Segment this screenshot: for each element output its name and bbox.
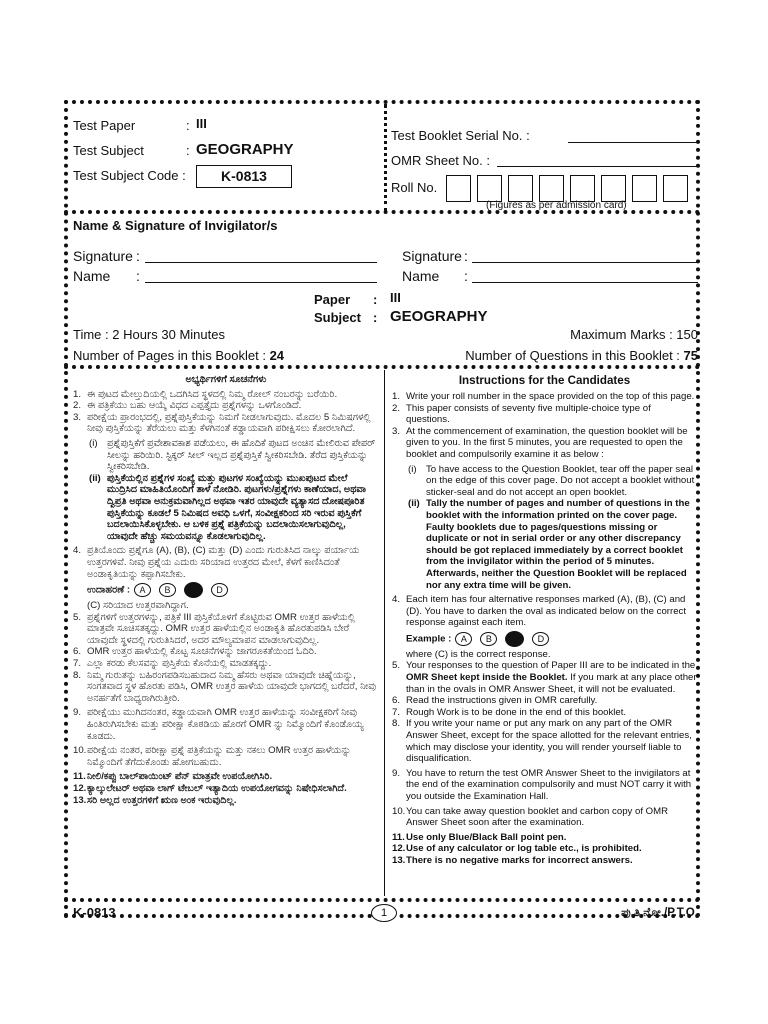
item-number: (ii) [408, 498, 420, 510]
instructions-column-divider [384, 370, 385, 896]
item-number: 1. [392, 391, 401, 402]
kannada-instruction-item [73, 658, 379, 670]
item-text: OMR ಉತ್ತರ ಹಾಳೆಯಲ್ಲಿ ಕೊಟ್ಟ ಸೂಚನೆಗಳನ್ನು ಜಾಗರೂಕತೆಯಿಂದ ಓದಿರಿ. [87, 646, 317, 658]
item-text: If you write your name or put any mark on any part of the OMR Answer Sheet, except for the space allotted for the relevant entries, which may disclose your identity, you will render yourself liable to disqualification. [406, 718, 692, 765]
answer-oval [184, 582, 203, 598]
kannada-instruction-item [73, 670, 379, 705]
subject-label: Subject [314, 310, 361, 325]
test-subject-value: GEOGRAPHY [196, 141, 294, 158]
kannada-instruction-item [73, 600, 379, 612]
item-text: ಪ್ರಶ್ನೆಗಳಿಗೆ ಉತ್ತರಗಳನ್ನು, ಪತ್ರಿಕೆ III ಪುಸ್ತಿಕೆಯೊಳಗೆ ಕೊಟ್ಟಿರುವ OMR ಉತ್ತರ ಹಾಳೆಯಲ್ಲಿ ಮಾತ್ರವೇ ಸೂಚಿಸತಕ್ಕದ್ದು. OMR ಉತ್ತರ ಹಾಳೆಯಲ್ಲಿನ ಅಂಡಾಕೃತಿ ಹೊರತುಪಡಿಸಿ ಬೇರೆ ಯಾವುದೇ ಸ್ಥಳದಲ್ಲಿ ಗುರುತಿಸಿದರೆ, ಅದರ ಮೌಲ್ಯಮಾಪನ ಮಾಡಲಾಗುವುದಿಲ್ಲ. [87, 611, 355, 646]
kannada-instruction-item [73, 771, 379, 783]
subject-code-box: K-0813 [196, 165, 292, 188]
item-number: 7. [392, 706, 401, 718]
item-number: 6. [73, 646, 82, 658]
item-text: ನೀಲಿ/ಕಪ್ಪು ಬಾಲ್‌ಪಾಯಿಂಟ್ ಪೆನ್ ಮಾತ್ರವೇ ಉಪಯೋಗಿಸಿರಿ. [87, 771, 273, 783]
roll-no-cell[interactable] [477, 175, 502, 202]
paper-value: III [390, 290, 401, 305]
answer-oval: D [532, 632, 549, 646]
roll-no-cell[interactable] [601, 175, 626, 202]
kannada-instruction-item [73, 646, 379, 658]
omr-sheet-line [497, 166, 698, 167]
english-instruction-item [392, 768, 697, 803]
item-number: 6. [392, 695, 401, 707]
item-number: 3. [392, 425, 401, 437]
item-number: (i) [89, 437, 98, 449]
subject-colon: : [373, 310, 378, 325]
signature-colon-2: : [464, 248, 468, 264]
subject-value: GEOGRAPHY [390, 308, 488, 325]
example-ovals [451, 633, 553, 644]
item-text: ಈ ಪತ್ರಿಕೆಯು ಬಹು ಆಯ್ಕೆ ವಿಧದ ಎಪ್ಪತ್ತೈದು ಪ್ರಶ್ನೆಗಳನ್ನು ಒಳಗೊಂಡಿದೆ. [87, 400, 302, 412]
paper-label: Paper [314, 292, 351, 307]
item-text: Read the instructions given in OMR carefully. [406, 695, 598, 707]
roll-no-cell[interactable] [570, 175, 595, 202]
name-label-2: Name [402, 268, 440, 284]
english-instructions [392, 374, 697, 867]
item-text: If you mark at any place other than in the ovals in OMR Answer Sheet, it will not be evaluated. [406, 672, 697, 695]
roll-no-cell[interactable] [508, 175, 533, 202]
item-number: 13. [73, 794, 87, 806]
roll-no-label: Roll No. [391, 180, 438, 195]
kannada-instruction-item [73, 389, 379, 401]
test-paper-label: Test Paper [73, 118, 136, 133]
item-text: There is no negative marks for incorrect answers. [406, 854, 633, 866]
signature-colon: : [136, 248, 140, 264]
item-text: (C) ಸರಿಯಾದ ಉತ್ತರವಾಗಿದ್ದಾಗ. [87, 600, 189, 612]
kannada-instruction-item [73, 707, 379, 742]
roll-no-note: (Figures as per admission card) [486, 200, 627, 211]
item-number: 13. [392, 854, 406, 866]
item-number: 1. [73, 388, 82, 400]
english-instruction-item [392, 695, 697, 707]
item-number: 5. [392, 660, 401, 672]
kannada-instruction-item [73, 612, 379, 647]
booklet-serial-label: Test Booklet Serial No. : [391, 128, 530, 143]
kannada-instruction-item [73, 795, 379, 807]
kannada-title: ಅಭ್ಯರ್ಥಿಗಳಿಗೆ ಸೂಚನೆಗಳು [185, 374, 267, 385]
item-text: ಪುಸ್ತಿಕೆಯಲ್ಲಿನ ಪ್ರಶ್ನೆಗಳ ಸಂಖ್ಯೆ ಮತ್ತು ಪುಟಗಳ ಸಂಖ್ಯೆಯನ್ನು ಮುಖಪುಟದ ಮೇಲೆ ಮುದ್ರಿಸಿದ ಮಾಹಿತಿಯೊಂದಿಗೆ ತಾಳೆ ನೋಡಿರಿ. ಪುಟಗಳು/ಪ್ರಶ್ನೆಗಳು ಕಾಣೆಯಾದ, ಅಥವಾ ದ್ವಿಪ್ರತಿ ಅಥವಾ ಅನುಕ್ರಮವಾಗಿಲ್ಲದ ಅಥವಾ ಇತರ ಯಾವುದೇ ವ್ಯತ್ಯಾಸದ ದೋಷಪೂರಿತ ಪುಸ್ತಿಕೆಯನ್ನು ಕೂಡಲೆ 5 ನಿಮಿಷದ ಅವಧಿ ಒಳಗೆ, ಸಂವೀಕ್ಷಕರಿಂದ ಸರಿ ಇರುವ ಪುಸ್ತಿಕೆಗೆ ಬದಲಾಯಿಸಿಕೊಳ್ಳಬೇಕು. ಆ ಬಳಿಕ ಪ್ರಶ್ನೆ ಪತ್ರಿಕೆಯನ್ನು ಬದಲಾಯಿಸಲಾಗುವುದಿಲ್ಲ, ಯಾವುದೇ ಹೆಚ್ಚು ಸಮಯವನ್ನೂ ಕೊಡಲಾಗುವುದಿಲ್ಲ. [107, 472, 366, 542]
english-instruction-item [392, 843, 697, 855]
signature-line[interactable] [145, 262, 377, 263]
roll-no-cell[interactable] [663, 175, 688, 202]
item-text: Use only Blue/Black Ball point pen. [406, 831, 567, 843]
footer-pto: ಪು.ತಿ.ನೋ./P.T.O. [621, 906, 698, 919]
name-line-2[interactable] [472, 282, 698, 283]
english-instruction-item [392, 498, 697, 591]
item-text: You have to return the test OMR Answer Sheet to the invigilators at the end of the examination compulsorily and must NOT carry it with you outside the Examination Hall. [406, 767, 692, 802]
item-number: 4. [73, 545, 82, 557]
name-line[interactable] [145, 282, 377, 283]
roll-no-cell[interactable] [539, 175, 564, 202]
pages-label: Number of Pages in this Booklet : [73, 348, 266, 363]
kannada-instruction-item [73, 545, 379, 580]
subject-code-label: Test Subject Code : [73, 168, 186, 183]
name-colon-2: : [464, 268, 468, 284]
questions-label: Number of Questions in this Booklet : [465, 348, 680, 363]
english-title: Instructions for the Candidates [458, 374, 631, 387]
page-number: 1 [371, 904, 397, 922]
item-text: where (C) is the correct response. [406, 648, 551, 660]
item-number: (i) [408, 463, 417, 475]
booklet-serial-line [568, 142, 698, 143]
test-paper-value: III [196, 116, 207, 131]
english-instruction-item [392, 832, 697, 844]
roll-no-cell[interactable] [632, 175, 657, 202]
test-paper-colon: : [186, 118, 190, 133]
divider-footer [64, 898, 700, 902]
english-instruction-item [392, 718, 697, 764]
item-text: Example : [406, 633, 452, 645]
kannada-instruction-item [73, 412, 379, 435]
answer-oval: B [480, 632, 497, 646]
item-text: Write your roll number in the space provided on the top of this page. [406, 391, 695, 402]
max-marks-text: Maximum Marks : 150 [570, 327, 698, 342]
english-instruction-item [392, 707, 697, 719]
item-text: ಈ ಪುಟದ ಮೇಲ್ತುದಿಯಲ್ಲಿ ಒದಗಿಸಿದ ಸ್ಥಳದಲ್ಲಿ ನಿಮ್ಮ ರೋಲ್ ನಂಬರನ್ನು ಬರೆಯಿರಿ. [87, 388, 338, 400]
test-subject-label: Test Subject [73, 143, 144, 158]
english-instruction-item [392, 594, 697, 629]
item-text: You can take away question booklet and carbon copy of OMR Answer Sheet soon after the examination. [406, 805, 669, 829]
item-text: Use of any calculator or log table etc., is prohibited. [406, 843, 642, 855]
item-number: 9. [73, 707, 82, 719]
item-number: 7. [73, 658, 82, 670]
item-number: 2. [73, 400, 82, 412]
answer-oval [505, 631, 524, 647]
kannada-instruction-item [73, 783, 379, 795]
name-colon: : [136, 268, 140, 284]
item-text: ಪರೀಕ್ಷೆಯ ಪ್ರಾರಂಭದಲ್ಲಿ, ಪ್ರಶ್ನೆಪುಸ್ತಿಕೆಯನ್ನು ನಿಮಗೆ ನೀಡಲಾಗುವುದು. ಮೊದಲ 5 ನಿಮಿಷಗಳಲ್ಲಿ ನೀವು ಪುಸ್ತಿಕೆಯನ್ನು ತೆರೆಯಲು ಮತ್ತು ಕೆಳಗಿನಂತೆ ಕಡ್ಡಾಯವಾಗಿ ಪರೀಕ್ಷಿಸಲು ಕೋರಲಾಗಿದೆ. [87, 411, 371, 435]
invigilator-heading: Name & Signature of Invigilator/s [73, 218, 278, 233]
pages-count [73, 348, 284, 363]
item-text: ಸರಿ ಅಲ್ಲದ ಉತ್ತರಗಳಿಗೆ ಋಣ ಅಂಕ ಇರುವುದಿಲ್ಲ. [87, 794, 237, 806]
omr-sheet-label: OMR Sheet No. : [391, 153, 490, 168]
paper-colon: : [373, 292, 378, 307]
item-number: 10. [392, 805, 406, 817]
english-instruction-item [392, 631, 697, 647]
english-instruction-item [392, 464, 697, 499]
answer-oval: D [211, 583, 228, 597]
pages-value: 24 [269, 348, 285, 363]
test-subject-colon: : [186, 143, 190, 158]
kannada-instruction-item [73, 745, 379, 768]
item-number: 11. [73, 771, 86, 783]
kannada-instruction-item [73, 582, 379, 598]
item-number: 10. [73, 745, 87, 757]
english-instruction-item [392, 806, 697, 829]
item-number: 8. [73, 669, 82, 681]
item-text: ಪ್ರತಿಯೊಂದು ಪ್ರಶ್ನೆಗೂ (A), (B), (C) ಮತ್ತು (D) ಎಂದು ಗುರುತಿಸಿದ ನಾಲ್ಕು ಪರ್ಯಾಯ ಉತ್ತರಗಳಿವೆ. ನೀವು ಪ್ರಶ್ನೆಯ ಎದುರು ಸರಿಯಾದ ಉತ್ತರದ ಮೇಲೆ, ಕೆಳಗೆ ಕಾಣಿಸಿದಂತೆ ಅಂಡಾಕೃತಿಯನ್ನು ಕಪ್ಪಾಗಿಸಬೇಕು. [87, 545, 360, 580]
english-instruction-item [392, 391, 697, 403]
item-number: 5. [73, 611, 82, 623]
item-text: ಪರೀಕ್ಷೆಯ ನಂತರ, ಪರೀಕ್ಷಾ ಪ್ರಶ್ನೆ ಪತ್ರಿಕೆಯನ್ನು ಮತ್ತು ನಕಲು OMR ಉತ್ತರ ಹಾಳೆಯನ್ನು ನಿಮ್ಮೊಂದಿಗೆ ತೆಗೆದುಕೊಂಡು ಹೋಗಬಹುದು. [87, 745, 352, 768]
item-text: ಪರೀಕ್ಷೆಯು ಮುಗಿದನಂತರ, ಕಡ್ಡಾಯವಾಗಿ OMR ಉತ್ತರ ಹಾಳೆಯನ್ನು ಸಂವೀಕ್ಷಕರಿಗೆ ನೀವು ಹಿಂತಿರುಗಿಸಬೇಕು ಮತ್ತು ಪರೀಕ್ಷಾ ಕೊಠಡಿಯ ಹೊರಗೆ OMR ನ್ನು ನಿಮ್ಮೊಂದಿಗೆ ಕೊಂಡೊಯ್ಯ ಕೂಡದು. [87, 707, 364, 742]
divider-info [64, 365, 700, 369]
example-ovals [130, 585, 232, 596]
footer-code: K-0813 [73, 905, 116, 920]
item-text: ಉದಾಹರಣೆ : [87, 584, 131, 596]
roll-no-cell[interactable] [446, 175, 471, 202]
item-number: 12. [73, 783, 87, 794]
item-text: ಪ್ರಶ್ನೆಪುಸ್ತಿಕೆಗೆ ಪ್ರವೇಶಾವಕಾಶ ಪಡೆಯಲು, ಈ ಹೊದಿಕೆ ಪುಟದ ಅಂಚಿನ ಮೇಲಿರುವ ಪೇಪರ್ ಸೀಲನ್ನು ಹರಿಯಿರಿ. ಸ್ಟಿಕ್ಕರ್ ಸೀಲ್ ಇಲ್ಲದ ಪ್ರಶ್ನೆಪುಸ್ತಿಕೆ ಸ್ವೀಕರಿಸಬೇಡಿ. ತೆರೆದ ಪುಸ್ತಿಕೆಯನ್ನು ಸ್ವೀಕರಿಸಬೇಡಿ. [107, 437, 376, 473]
name-label: Name [73, 268, 111, 284]
english-instruction-item [392, 660, 697, 695]
item-text: Rough Work is to be done in the end of this booklet. [406, 706, 627, 718]
time-text: Time : 2 Hours 30 Minutes [73, 327, 225, 342]
questions-count [465, 348, 698, 363]
item-text: To have access to the Question Booklet, tear off the paper seal on the edge of this cover page. Do not accept a booklet without sticker-seal and do not accept an open booklet. [426, 463, 695, 498]
signature-label: Signature [73, 248, 133, 264]
item-text: ನಿಮ್ಮ ಗುರುತನ್ನು ಬಹಿರಂಗಪಡಿಸಬಹುದಾದ ನಿಮ್ಮ ಹೆಸರು ಅಥವಾ ಯಾವುದೇ ಚಿಹ್ನೆಯನ್ನು, ಸಂಗತವಾದ ಸ್ಥಳ ಹೊರತು ಪಡಿಸಿ, OMR ಉತ್ತರ ಹಾಳೆಯ ಯಾವುದೇ ಭಾಗದಲ್ಲಿ ಬರೆದರೆ, ನೀವು ಅನರ್ಹತೆಗೆ ಬಾಧ್ಯರಾಗಿರುತ್ತೀರಿ. [87, 669, 377, 704]
item-number: 8. [392, 718, 401, 730]
item-number: 3. [73, 411, 82, 423]
kannada-instruction-item [73, 473, 379, 543]
item-text: ಕ್ಯಾಲ್ಕುಲೇಟರ್ ಅಥವಾ ಲಾಗ್ ಟೇಬಲ್ ಇತ್ಯಾದಿಯ ಉಪಯೋಗವನ್ನು ನಿಷೇಧಿಸಲಾಗಿದೆ. [87, 783, 347, 794]
answer-oval: A [455, 632, 472, 646]
english-instruction-item [392, 403, 697, 426]
answer-oval: B [159, 583, 176, 597]
english-instruction-item [392, 649, 697, 661]
item-number: (ii) [89, 472, 101, 484]
kannada-instruction-item [73, 400, 379, 412]
item-text: At the commencement of examination, the question booklet will be given to you. In the first 5 minutes, you are requested to open the booklet and compulsorily examine it as below : [406, 425, 688, 460]
questions-value: 75 [683, 348, 698, 363]
english-instruction-item [392, 426, 697, 461]
answer-oval: A [134, 583, 151, 597]
item-number: 4. [392, 594, 401, 606]
item-text: OMR Sheet kept inside the Booklet. [406, 672, 568, 684]
signature-line-2[interactable] [472, 262, 698, 263]
item-text: Your responses to the question of Paper III are to be indicated in the [406, 660, 696, 672]
item-text: This paper consists of seventy five multiple-choice type of questions. [406, 402, 651, 426]
header-column-divider [384, 104, 387, 212]
kannada-instruction-item [73, 438, 379, 473]
item-number: 2. [392, 402, 401, 414]
signature-label-2: Signature [402, 248, 462, 264]
item-text: Each item has four alternative responses marked (A), (B), (C) and (D). You have to darken the oval as indicated below on the correct response against each item. [406, 594, 686, 629]
english-instruction-item [392, 855, 697, 867]
item-text: ಎಲ್ಲಾ ಕರಡು ಕೆಲಸವನ್ನು ಪುಸ್ತಿಕೆಯ ಕೊನೆಯಲ್ಲಿ ಮಾಡತಕ್ಕದ್ದು. [87, 658, 272, 670]
item-number: 11. [392, 831, 405, 843]
item-number: 12. [392, 843, 406, 855]
item-number: 9. [392, 767, 401, 779]
item-text: Tally the number of pages and number of questions in the booklet with the information printed on the cover page. Faulty booklets due to pages/questions missing or duplicate or not in serial order or any other discrepancy should be got replaced immediately by a correct booklet from the invigilator within the period of 5 minutes. Afterwards, neither the Question Booklet will be replaced nor any extra time will be given. [426, 498, 690, 591]
kannada-instructions [73, 374, 379, 806]
